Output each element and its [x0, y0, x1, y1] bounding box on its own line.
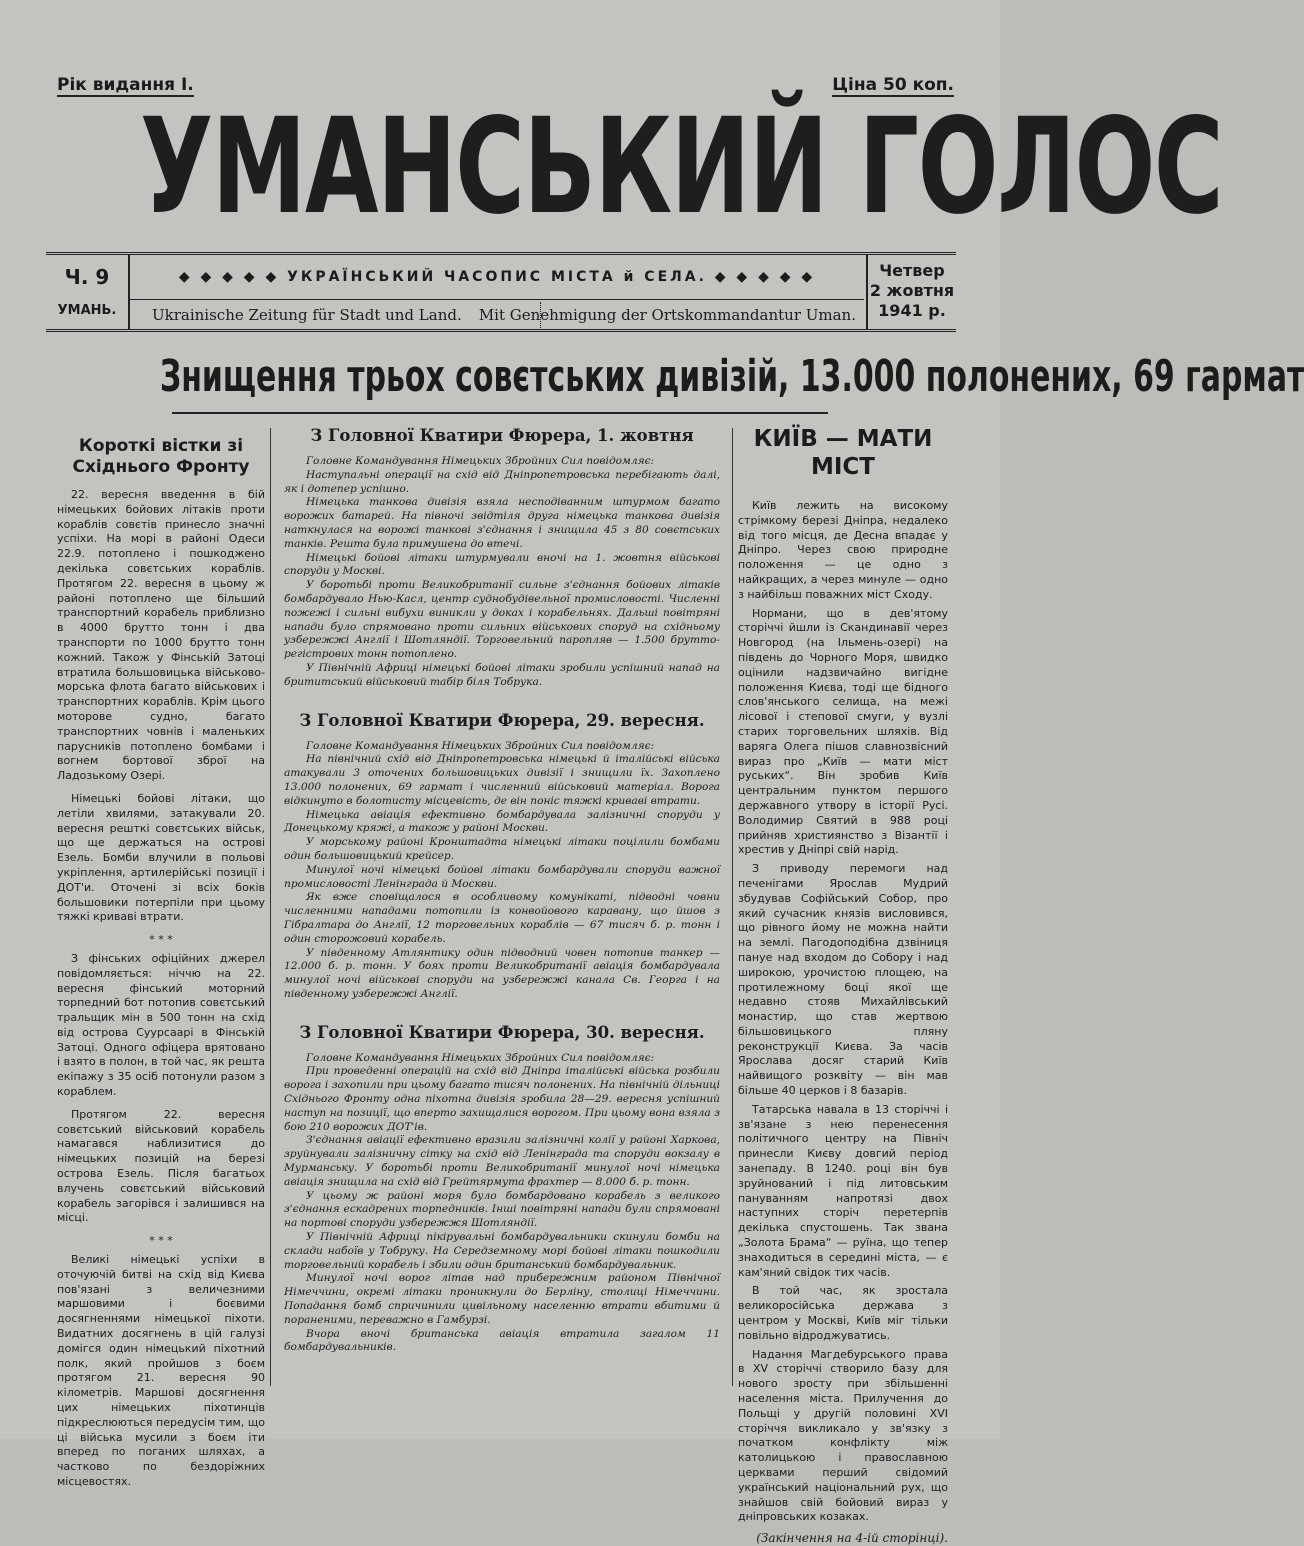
article-paragraph: В той час, як зростала великоросійська держава з центром у Москві, Київ міг тільки повільно відроджуватись.	[738, 1284, 948, 1342]
article-paragraph: Великі німецькі успіхи в оточуючій битві на схід від Києва пов'язані з величезними маршовими і боєвими досягненнями німецької піхоти. Видатних досягнень в цій галузі домігся один німецький піхотний полк, який пройшов з боєм протягом 21. вересня 90 кілометрів. Маршові досягнення цих німецьких піхотинців підкреслюються передусім тим, що ці війська мусили з боєм іти вперед по поганих шляхах, а частково по бездоріжних місцевостях.	[57, 1253, 265, 1488]
report-title: З Головної Кватири Фюрера, 29. вересня.	[299, 710, 705, 730]
report-paragraph: Минулої ночі німецькі бойові літаки бомбардували споруди важної промисловості Ленінграда й Москви.	[284, 863, 720, 890]
column-divider	[270, 428, 271, 1386]
report-paragraph: У боротьбі проти Великобританії сильне з'єднання бойових літаків бомбардувало Нью-Касл, центр суднобудівельної промисловості. Численні пожежі і сильні вибухи виникли у доках і корабельнях. Дальші повітряні напади було спрямовано проти сильних військових споруд на східньому узбережжі Англії і Шотляндії. Торговельний паропляв — 1.500 брутто-регістрових тонн потоплено.	[284, 579, 720, 661]
report-paragraph: Головне Командування Німецьких Збройних Сил повідомляє:	[306, 739, 655, 752]
continuation-note: (Закінчення на 4-ій сторінці).	[756, 1531, 948, 1546]
report-paragraph: У Північній Африці німецькі бойові літаки зробили успішний напад на брититський військовий табір біля Тобрука.	[284, 661, 720, 688]
report-section	[284, 710, 720, 1002]
column-headquarters-reports	[284, 425, 720, 1405]
report-paragraph: Німецькі бойові літаки штурмували вночі на 1. жовтня військові споруди у Москві.	[284, 551, 720, 578]
report-paragraph: Наступальні операції на схід від Дніпропетровська перебігають далі, як і дотепер успішно.	[284, 468, 720, 495]
article-paragraph: Німецькі бойові літаки, що летіли хвилями, затакували 20. вересня решткі совєтських військ, що ще держаться на острові Езель. Бомби влучили в польові укріплення, артилерійські позиції і ДОТ'и. Оточені зі всіх боків большовики потерпіли при цьому тяжкі криваві втрати.	[57, 791, 265, 924]
report-paragraph: У Північній Африці пікірувальні бомбардувальники скинули бомби на склади набоїв у Тобруку. На Середземному морі бойові літаки пошкодили торговельний корабель і збили один британський бомбардувальник.	[284, 1231, 720, 1271]
headline-rule	[172, 412, 828, 414]
separator: * * *	[149, 933, 173, 947]
german-subtitle	[130, 299, 864, 330]
article-paragraph: Надання Магдебурського права в XV сторіччі створило базу для нового зросту при збільшенні населення міста. Прилучення до Польщі у другій половині XVI сторіччя викликало у зв'язку з початком конфлікту між католицькою і православною церквами перший свідомий український національний рух, що знайшов свій бойовий вираз у дніпровських козаках.	[738, 1347, 948, 1524]
article-paragraph: Київ лежить на високому стрімкому березі Дніпра, недалеко від того місця, де Десна впадає у Дніпро. Через свою природне положення — це одно з найкращих, а через минуле — одно з найбільш поважних міст Сходу.	[738, 499, 948, 601]
report-paragraph: Головне Командування Німецьких Збройних Сил повідомляє:	[306, 1051, 655, 1064]
city-name: УМАНЬ.	[57, 303, 117, 318]
issue-box	[46, 255, 130, 329]
report-title: З Головної Кватири Фюрера, 1. жовтня	[310, 426, 694, 445]
article-paragraph: З приводу перемоги над печенігами Ярослав Мудрий збудував Софійський Собор, про який сучасник князів висловився, що рівного йому не можна найти на землі. Пагодоподібна дзвіниця пануе над входом до Собору і над широкою, урочистою площею, на протилежному боці якої ще недавно стояв Михайлівський монастир, що став жертвою більшовицького пляну реконструкції Києва. За часів Ярослава досяг старий Київ найвищого розквіту — він мав більше 40 церков і 8 базарів.	[738, 862, 948, 1098]
article-title: КИЇВ — МАТИ МІСТ	[753, 426, 933, 480]
separator: * * *	[149, 1234, 173, 1248]
german-subtitle-right: Mit Genehmigung der Ortskommandantur Uman.	[478, 306, 856, 324]
column-divider	[732, 428, 733, 1386]
report-title: З Головної Кватири Фюрера, 30. вересня.	[299, 1022, 705, 1042]
price: Ціна 50 коп.	[832, 75, 954, 95]
german-subtitle-left: Ukrainische Zeitung für Stadt und Land.	[152, 306, 462, 324]
date: 2 жовтня	[869, 281, 955, 300]
article-paragraph: З фінських офіційних джерел повідомляється: ніччю на 22. вересня фінський моторний торпедний бот потопив совєтський тральщик мін в 500 тонн на схід від острова Суурсаарі в Фінській Затоці. Одного офіцера врятовано і взято в полон, в той час, як решта екіпажу з 35 осіб потонули разом з кораблем.	[57, 951, 265, 1099]
main-headline: Знищення трьох совєтських дивізій, 13.000 полонених, 69 гармат	[160, 351, 1304, 402]
report-section	[284, 1022, 720, 1356]
report-paragraph: Головне Командування Німецьких Збройних Сил повідомляє:	[306, 455, 655, 467]
report-paragraph: Як вже сповіщалося в особливому комунікаті, підводні човни численними нападами потопили із конвойового каравану, що йшов з Гібралтара до Англії, 12 торговельних кораблів — 67 тисяч б. р. тонн і один сторожовий корабель.	[284, 891, 720, 945]
article-paragraph: 22. вересня введення в бій німецьких бойових літаків проти кораблів совєтів принесло значні успіхи. На морі в районі Одеси 22.9. потоплено і пошкоджено декілька совєтських кораблів. Протягом 22. вересня в цьому ж районі потоплено ще більший транспортний корабель приблизно в 4000 брутто тонн і два транспорти по 1000 брутто тонн кожний. Також у Фінській Затоці втратила большовицька військово-морська флота багато військових і транспортних кораблів. Крім цього моторове судно, багато транспортних човнів і маленьких парусників потоплено бомбами і вогнем бортової зброї на Ладозькому Озері.	[57, 488, 265, 783]
report-paragraph: З'єднання авіації ефективно вразили залізничні колії у районі Харкова, зруйнували залізничну сітку на схід від Ленінграда та споруди вокзалу в Мурманську. У боротьбі проти Великобританії минулої ночі німецька авіація знищила на схід від Грейтярмута фрахтер — 8.000 б. р. тонн.	[284, 1134, 720, 1188]
column-front-news	[57, 436, 265, 1488]
article-paragraph: Нормани, що в дев'ятому сторіччі йшли із Скандинавії через Новгород (на Ільмень-озері) на південь до Чорного Моря, швидко оцінили надзвичайно вигідне положення Києва, тоді ще бідного слов'янського селища, на межі лісової і степової смуги, у вузлі старих торговельних шляхів. Від варяга Олега пішов славнозвісний вираз про „Київ — мати міст руських“. Він зробив Київ центральним пунктом першого державного утвору в історії Русі. Володимир Святий в 988 році прийняв християнство з Візантії і хрестив у Дніпрі свій нарід.	[738, 606, 948, 857]
publication-year: Рік видання I.	[57, 75, 194, 95]
report-paragraph: Вчора вночі британська авіація втратила загалом 11 бомбардувальників.	[284, 1327, 720, 1354]
report-paragraph: Німецька авіація ефективно бомбардувала залізничні споруди у Донецькому кряжі, а також у районі Москви.	[284, 808, 720, 835]
report-paragraph: При проведенні операцій на схід від Дніпра італійські війська розбили ворога і захопили при цьому багато тисяч полонених. На північній дільниці Східнього Фронту одна піхотна дивізія зробила 28—29. вересня успішний наступ на позиції, що вперто захищалися ворогом. При цьому вона взяла з бою 210 ворожих ДОТ'ів.	[284, 1065, 720, 1133]
date-year: 1941 р.	[878, 301, 946, 320]
report-paragraph: На північний схід від Дніпропетровська німецькі й італійські війська атакували 3 оточених большовицьких дивізії і знищили їх. Захоплено 13.000 полонених, 69 гармат і численний військовий матеріал. Ворога відкинуто в болотисту місцевість, де він поніс тяжкі криваві втрати.	[284, 753, 720, 807]
report-paragraph: Німецька танкова дивізія взяла несподіванним штурмом багато ворожих батарей. На півночі звідтіля друга німецька танкова дивізія наткнулася на ворожі танкові з'єднання і знищила 45 з 80 совєтських танків. Решта була примушена до втечі.	[284, 496, 720, 550]
column-kyiv-article	[738, 425, 948, 1546]
report-paragraph: У цьому ж районі моря було бомбардовано корабель з великого з'єднання ескадрених торпедників. Інші повітряні напади були спрямовані на портові споруди узбережжя Шотляндії.	[284, 1189, 720, 1230]
issue-number: Ч. 9	[64, 265, 110, 289]
article-title: Короткі вістки зі Східнього Фронту	[72, 436, 250, 477]
report-paragraph: Минулої ночі ворог літав над прибережним районом Північної Німеччини, окремі літаки проникнули до Берліну, столиці Німеччини. Попадання бомб спричинили цивільному населенню втрати вбитими й пораненими, переважно в Гамбурзі.	[284, 1272, 720, 1326]
newspaper-title: УМАНСЬКИЙ ГОЛОС	[140, 90, 1223, 244]
subtitle: ◆ ◆ ◆ ◆ ◆ УКРАЇНСЬКИЙ ЧАСОПИС МІСТА й СЕЛА. ◆ ◆ ◆ ◆ ◆	[178, 269, 816, 285]
report-paragraph: У морському районі Кронштадта німецькі літаки поцілили бомбами один большовицький крейсер.	[284, 836, 720, 862]
date-box	[866, 255, 956, 329]
article-paragraph: Протягом 22. вересня совєтський військовий корабель намагався наблизитися до німецьких позицій на березі острова Езель. Після багатьох влучень совєтський військовий корабель загорівся і залишився на місці.	[57, 1107, 265, 1225]
report-paragraph: У південному Атлянтику один підводний човен потопив танкер — 12.000 б. р. тонн. У боях проти Великобританії авіація бомбардувала минулої ночі військові споруди на узбережжі канала Св. Георга і на південному узбережжі Англії.	[284, 946, 720, 1000]
masthead-band	[46, 252, 956, 332]
weekday: Четвер	[879, 261, 945, 280]
report-section	[284, 425, 720, 690]
article-paragraph: Татарська навала в 13 сторіччі і зв'язане з нею перенесення політичного центру на Північ принесли Києву довгий період занепаду. В 1240. році він був зруйнований і під литовським пануванням напротязі двох наступних сторіч перетерпів декілька спустошень. Так звана „Золота Брама“ — руїна, що тепер знаходиться в середині міста, — є кам'яний свідок тих часів.	[738, 1102, 948, 1279]
